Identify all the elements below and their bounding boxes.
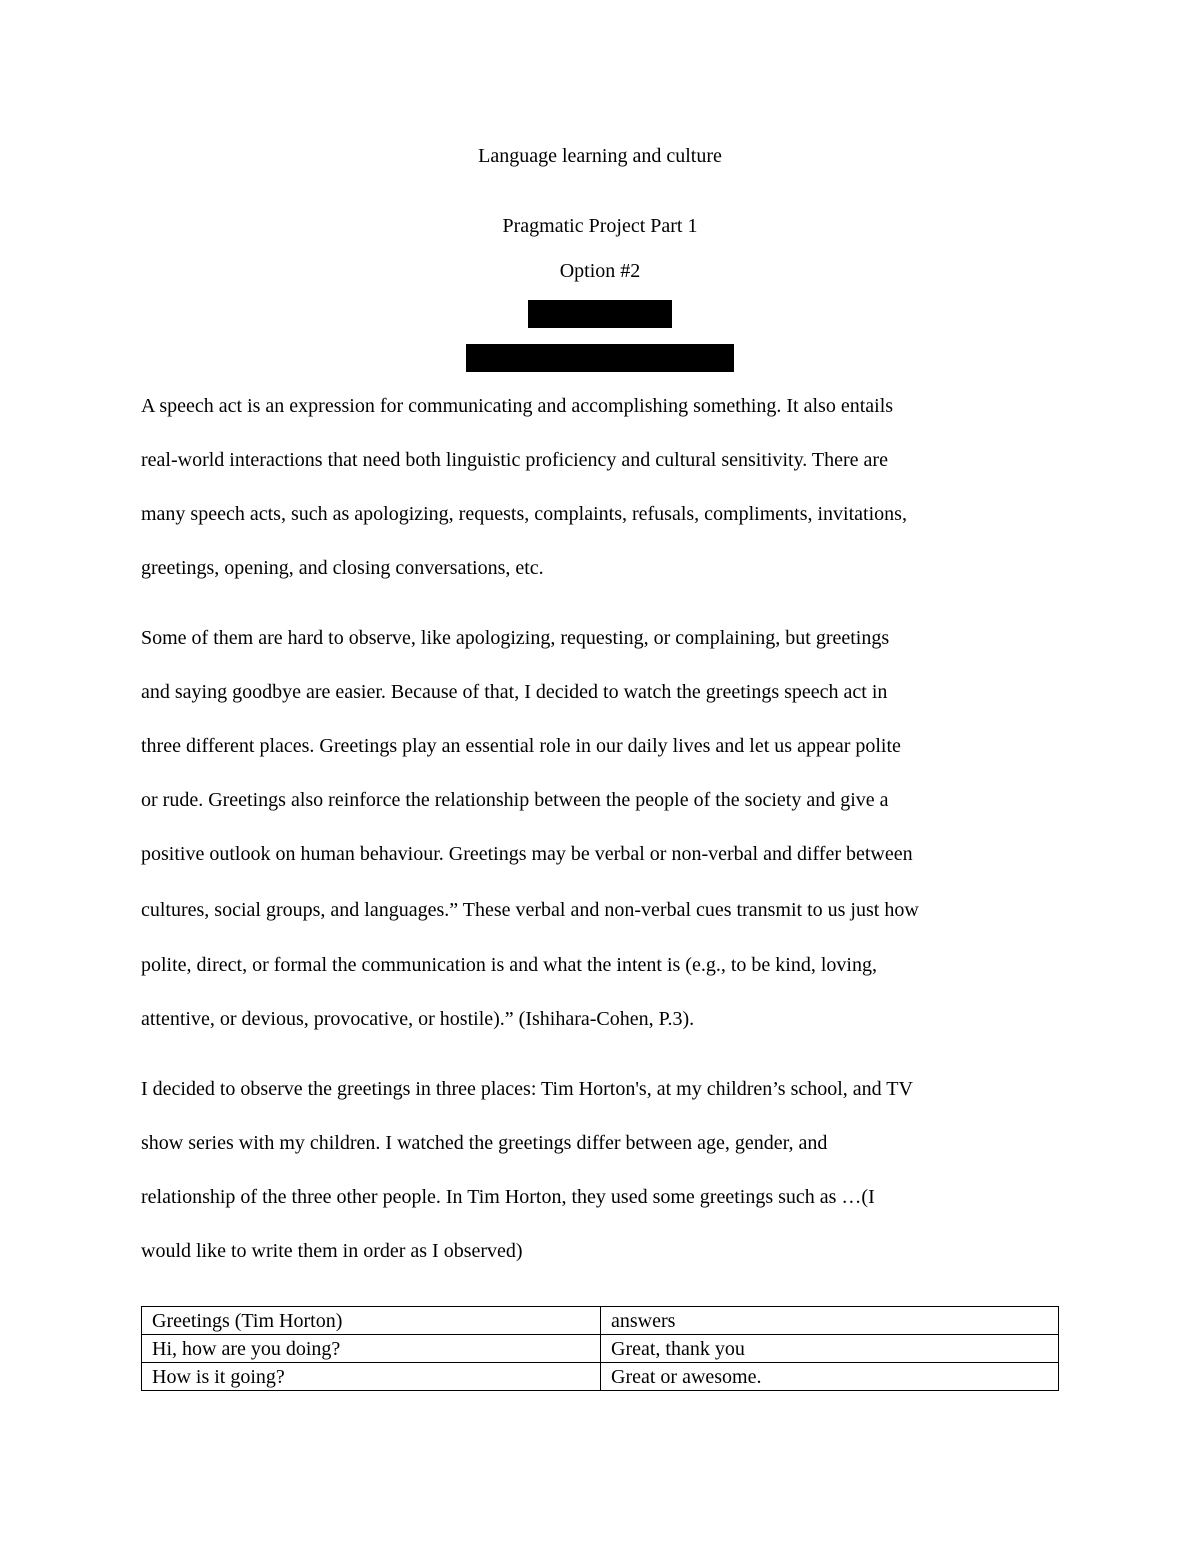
redacted-author-name [528, 300, 672, 328]
text-line: I decided to observe the greetings in three places: Tim Horton's, at my children’s school, and TV [141, 1078, 913, 1100]
table-cell: Great, thank you [601, 1335, 1059, 1363]
text-line: A speech act is an expression for communicating and accomplishing something. It also entails [141, 395, 894, 417]
text-line: attentive, or devious, provocative, or hostile).” (Ishihara-Cohen, P.3). [141, 1008, 695, 1030]
table-row [142, 1363, 1059, 1391]
text-line: real-world interactions that need both linguistic proficiency and cultural sensitivity. There are [141, 449, 888, 471]
table-cell: How is it going? [142, 1363, 601, 1391]
text-line: Some of them are hard to observe, like apologizing, requesting, or complaining, but greetings [141, 627, 890, 649]
text-line: would like to write them in order as I observed) [141, 1240, 523, 1262]
text-line: or rude. Greetings also reinforce the relationship between the people of the society and give a [141, 789, 889, 811]
greetings-table [141, 1306, 1059, 1391]
table-header-row [142, 1307, 1059, 1335]
text-line: greetings, opening, and closing conversations, etc. [141, 557, 544, 579]
text-line: show series with my children. I watched the greetings differ between age, gender, and [141, 1132, 828, 1154]
option-label: Option #2 [559, 260, 641, 282]
table-cell: Great or awesome. [601, 1363, 1059, 1391]
text-line: three different places. Greetings play an essential role in our daily lives and let us appear polite [141, 735, 901, 757]
text-line: positive outlook on human behaviour. Greetings may be verbal or non-verbal and differ between [141, 843, 913, 865]
table-header-cell: answers [601, 1307, 1059, 1335]
table-cell: Hi, how are you doing? [142, 1335, 601, 1363]
table-row [142, 1335, 1059, 1363]
text-line: polite, direct, or formal the communication is and what the intent is (e.g., to be kind, loving, [141, 954, 877, 976]
table-header-cell: Greetings (Tim Horton) [142, 1307, 601, 1335]
text-line: many speech acts, such as apologizing, requests, complaints, refusals, compliments, invitations, [141, 503, 907, 525]
text-line: relationship of the three other people. In Tim Horton, they used some greetings such as …(I [141, 1186, 875, 1208]
text-line: cultures, social groups, and languages.” These verbal and non-verbal cues transmit to us just how [141, 899, 919, 921]
project-title: Pragmatic Project Part 1 [502, 215, 698, 237]
text-line: and saying goodbye are easier. Because of that, I decided to watch the greetings speech act in [141, 681, 888, 703]
redacted-author-details [466, 344, 734, 372]
course-title: Language learning and culture [478, 145, 722, 167]
